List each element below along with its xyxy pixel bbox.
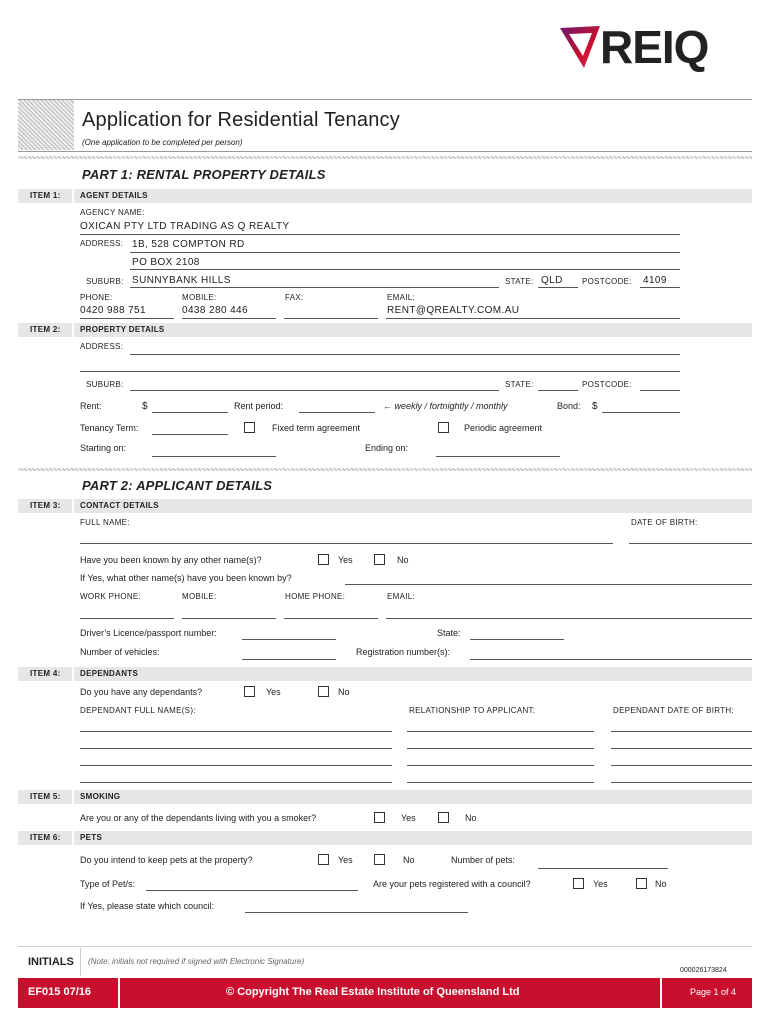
fixed-term-checkbox[interactable] (244, 422, 255, 433)
agent-phone-label: PHONE: (80, 293, 113, 302)
home-phone-line[interactable] (284, 618, 378, 619)
full-name-label: FULL NAME: (80, 518, 130, 527)
agent-suburb-label: SUBURB: (86, 277, 124, 286)
smoker-yes-label: Yes (401, 813, 416, 823)
item4-title: DEPENDANTS (80, 669, 139, 678)
initials-note: (Note: initials not required if signed with Electronic Signature) (88, 957, 305, 966)
vehicles-line[interactable] (242, 659, 336, 660)
dependants-no-checkbox[interactable] (318, 686, 329, 697)
item3-number: ITEM 3: (30, 501, 61, 510)
agent-suburb-value[interactable]: SUNNYBANK HILLS (132, 275, 231, 286)
ending-on-label: Ending on: (365, 443, 409, 453)
agent-email-line (386, 318, 680, 319)
dependant-dob-line[interactable] (611, 782, 752, 783)
header-hatch-decoration (18, 100, 74, 150)
rent-label: Rent: (80, 401, 102, 411)
item1-number: ITEM 1: (30, 191, 61, 200)
item-bar-divider (72, 790, 74, 804)
page-subtitle: (One application to be completed per person) (82, 138, 243, 147)
tenancy-term-label: Tenancy Term: (80, 423, 139, 433)
other-names-yes-label: Yes (338, 555, 353, 565)
home-phone-label: HOME PHONE: (285, 592, 346, 601)
agent-mobile-line (182, 318, 276, 319)
full-name-line[interactable] (80, 543, 613, 544)
smoker-no-checkbox[interactable] (438, 812, 449, 823)
part-divider-hatch (18, 156, 752, 159)
document-number: 000026173824 (680, 967, 727, 974)
dependant-relationship-line[interactable] (407, 782, 594, 783)
applicant-email-line[interactable] (386, 618, 752, 619)
number-of-pets-label: Number of pets: (451, 855, 516, 865)
dependant-relationship-line[interactable] (407, 748, 594, 749)
item6-title: PETS (80, 833, 103, 842)
dependant-dob-col-header: DEPENDANT DATE OF BIRTH: (613, 706, 734, 715)
registration-line[interactable] (470, 659, 752, 660)
dependants-no-label: No (338, 687, 350, 697)
dependant-dob-line[interactable] (611, 765, 752, 766)
reiq-logo-text: REIQ (600, 21, 709, 73)
property-state-line[interactable] (538, 390, 578, 391)
council-line[interactable] (245, 912, 468, 913)
agent-address-line1[interactable]: 1B, 528 COMPTON RD (132, 239, 245, 250)
vehicles-label: Number of vehicles: (80, 647, 160, 657)
page-title: Application for Residential Tenancy (82, 109, 400, 131)
bond-label: Bond: (557, 401, 581, 411)
part2-heading: PART 2: APPLICANT DETAILS (82, 478, 273, 493)
rent-period-hint: ← weekly / fortnightly / monthly (383, 401, 508, 411)
rent-period-label: Rent period: (234, 401, 284, 411)
item6-bar (18, 831, 752, 845)
agency-name-value[interactable]: OXICAN PTY LTD TRADING AS Q REALTY (80, 221, 290, 232)
dependant-name-line[interactable] (80, 731, 392, 732)
item-bar-divider (72, 323, 74, 337)
agent-postcode-label: POSTCODE: (582, 277, 632, 286)
property-address-line2[interactable] (80, 371, 680, 372)
property-suburb-line[interactable] (130, 390, 499, 391)
other-names-no-checkbox[interactable] (374, 554, 385, 565)
item4-bar (18, 667, 752, 681)
agent-address-line2-rule (130, 269, 680, 270)
rent-amount-line[interactable] (152, 412, 228, 413)
dependant-name-line[interactable] (80, 765, 392, 766)
reiq-logo-mark-icon (556, 22, 604, 72)
item3-title: CONTACT DETAILS (80, 501, 159, 510)
agent-state-line (538, 287, 578, 288)
licence-label: Driver’s Licence/passport number: (80, 628, 217, 638)
dependant-relationship-line[interactable] (407, 731, 594, 732)
pets-no-checkbox[interactable] (374, 854, 385, 865)
initials-box-divider (80, 948, 81, 976)
copyright-text: © Copyright The Real Estate Institute of Queensland Ltd (226, 986, 520, 998)
work-phone-line[interactable] (80, 618, 174, 619)
dependant-dob-line[interactable] (611, 748, 752, 749)
applicant-email-label: EMAIL: (387, 592, 416, 601)
starting-on-line[interactable] (152, 456, 276, 457)
agent-fax-line (284, 318, 378, 319)
item3-bar (18, 499, 752, 513)
pet-type-label: Type of Pet/s: (80, 879, 136, 889)
dependant-name-line[interactable] (80, 748, 392, 749)
agency-name-label: AGENCY NAME: (80, 208, 145, 217)
part1-heading: PART 1: RENTAL PROPERTY DETAILS (82, 167, 326, 182)
work-phone-label: WORK PHONE: (80, 592, 142, 601)
dob-line[interactable] (629, 543, 752, 544)
periodic-checkbox[interactable] (438, 422, 449, 433)
agent-phone-line (80, 318, 174, 319)
agent-address-line1-rule (130, 252, 680, 253)
item-bar-divider (72, 667, 74, 681)
dependants-yes-checkbox[interactable] (244, 686, 255, 697)
reiq-logo (556, 22, 761, 74)
item-bar-divider (72, 189, 74, 203)
agent-email-label: EMAIL: (387, 293, 416, 302)
agent-state-value[interactable]: QLD (541, 275, 563, 286)
initials-top-rule (18, 946, 752, 947)
item5-title: SMOKING (80, 792, 121, 801)
smoker-yes-checkbox[interactable] (374, 812, 385, 823)
agent-mobile-value[interactable]: 0438 280 446 (182, 305, 248, 316)
item4-number: ITEM 4: (30, 669, 61, 678)
ending-on-line[interactable] (436, 456, 560, 457)
dependant-name-col-header: DEPENDANT FULL NAME(S): (80, 706, 196, 715)
header-top-rule (18, 99, 752, 100)
pets-registered-yes-checkbox[interactable] (573, 878, 584, 889)
pets-yes-checkbox[interactable] (318, 854, 329, 865)
pet-type-line[interactable] (146, 890, 358, 891)
licence-state-label: State: (437, 628, 461, 638)
licence-state-line[interactable] (470, 639, 564, 640)
periodic-label: Periodic agreement (464, 423, 543, 433)
pets-registered-no-checkbox[interactable] (636, 878, 647, 889)
agent-state-label: STATE: (505, 277, 534, 286)
item5-bar (18, 790, 752, 804)
pets-question: Do you intend to keep pets at the property? (80, 855, 253, 865)
relationship-col-header: RELATIONSHIP TO APPLICANT: (409, 706, 536, 715)
item2-title: PROPERTY DETAILS (80, 325, 165, 334)
agent-address-line2[interactable]: PO BOX 2108 (132, 257, 200, 268)
rent-dollar-sign: $ (142, 401, 148, 412)
applicant-mobile-label: MOBILE: (182, 592, 217, 601)
agency-name-line (80, 234, 680, 235)
item5-number: ITEM 5: (30, 792, 61, 801)
agent-address-label: ADDRESS: (80, 239, 124, 248)
footer-divider (118, 978, 120, 1008)
item1-bar (18, 189, 752, 203)
number-of-pets-line[interactable] (538, 868, 668, 869)
registration-label: Registration number(s): (356, 647, 451, 657)
form-code: EF015 07/16 (28, 986, 91, 998)
bond-amount-line[interactable] (602, 412, 680, 413)
item6-number: ITEM 6: (30, 833, 61, 842)
dob-label: DATE OF BIRTH: (631, 518, 698, 527)
pets-registered-question: Are your pets registered with a council? (373, 879, 531, 889)
tenancy-term-line[interactable] (152, 434, 228, 435)
agent-postcode-value[interactable]: 4109 (643, 275, 667, 286)
footer-divider (660, 978, 662, 1008)
other-names-yes-checkbox[interactable] (318, 554, 329, 565)
header-bottom-rule (18, 151, 752, 152)
agent-mobile-label: MOBILE: (182, 293, 217, 302)
licence-line[interactable] (242, 639, 336, 640)
property-address-label: ADDRESS: (80, 342, 124, 351)
item-bar-divider (72, 831, 74, 845)
page-number: Page 1 of 4 (690, 987, 737, 997)
other-names-line[interactable] (345, 584, 752, 585)
smoker-no-label: No (465, 813, 477, 823)
other-names-followup: If Yes, what other name(s) have you been known by? (80, 573, 292, 583)
agent-fax-label: FAX: (285, 293, 304, 302)
item-bar-divider (72, 499, 74, 513)
dependants-question: Do you have any dependants? (80, 687, 203, 697)
dependant-dob-line[interactable] (611, 731, 752, 732)
property-postcode-line[interactable] (640, 390, 680, 391)
footer-bar (18, 978, 752, 1008)
bond-dollar-sign: $ (592, 401, 598, 412)
item2-number: ITEM 2: (30, 325, 61, 334)
applicant-mobile-line[interactable] (182, 618, 276, 619)
property-postcode-label: POSTCODE: (582, 380, 632, 389)
pets-no-label: No (403, 855, 415, 865)
fixed-term-label: Fixed term agreement (272, 423, 361, 433)
item1-title: AGENT DETAILS (80, 191, 148, 200)
property-suburb-label: SUBURB: (86, 380, 124, 389)
property-state-label: STATE: (505, 380, 534, 389)
smoker-question: Are you or any of the dependants living with you a smoker? (80, 813, 317, 823)
starting-on-label: Starting on: (80, 443, 127, 453)
dependant-relationship-line[interactable] (407, 765, 594, 766)
agent-postcode-line (640, 287, 680, 288)
part-divider-hatch (18, 468, 752, 471)
agent-phone-value[interactable]: 0420 988 751 (80, 305, 146, 316)
other-names-no-label: No (397, 555, 409, 565)
property-address-line1[interactable] (130, 354, 680, 355)
agent-email-value[interactable]: RENT@QREALTY.COM.AU (387, 305, 520, 316)
dependant-name-line[interactable] (80, 782, 392, 783)
dependants-yes-label: Yes (266, 687, 281, 697)
initials-label: INITIALS (28, 956, 74, 968)
pets-registered-no-label: No (655, 879, 667, 889)
rent-period-line[interactable] (299, 412, 375, 413)
other-names-question: Have you been known by any other name(s)? (80, 555, 262, 565)
council-label: If Yes, please state which council: (80, 901, 215, 911)
agent-suburb-line (130, 287, 499, 288)
item2-bar (18, 323, 752, 337)
pets-yes-label: Yes (338, 855, 353, 865)
pets-registered-yes-label: Yes (593, 879, 608, 889)
